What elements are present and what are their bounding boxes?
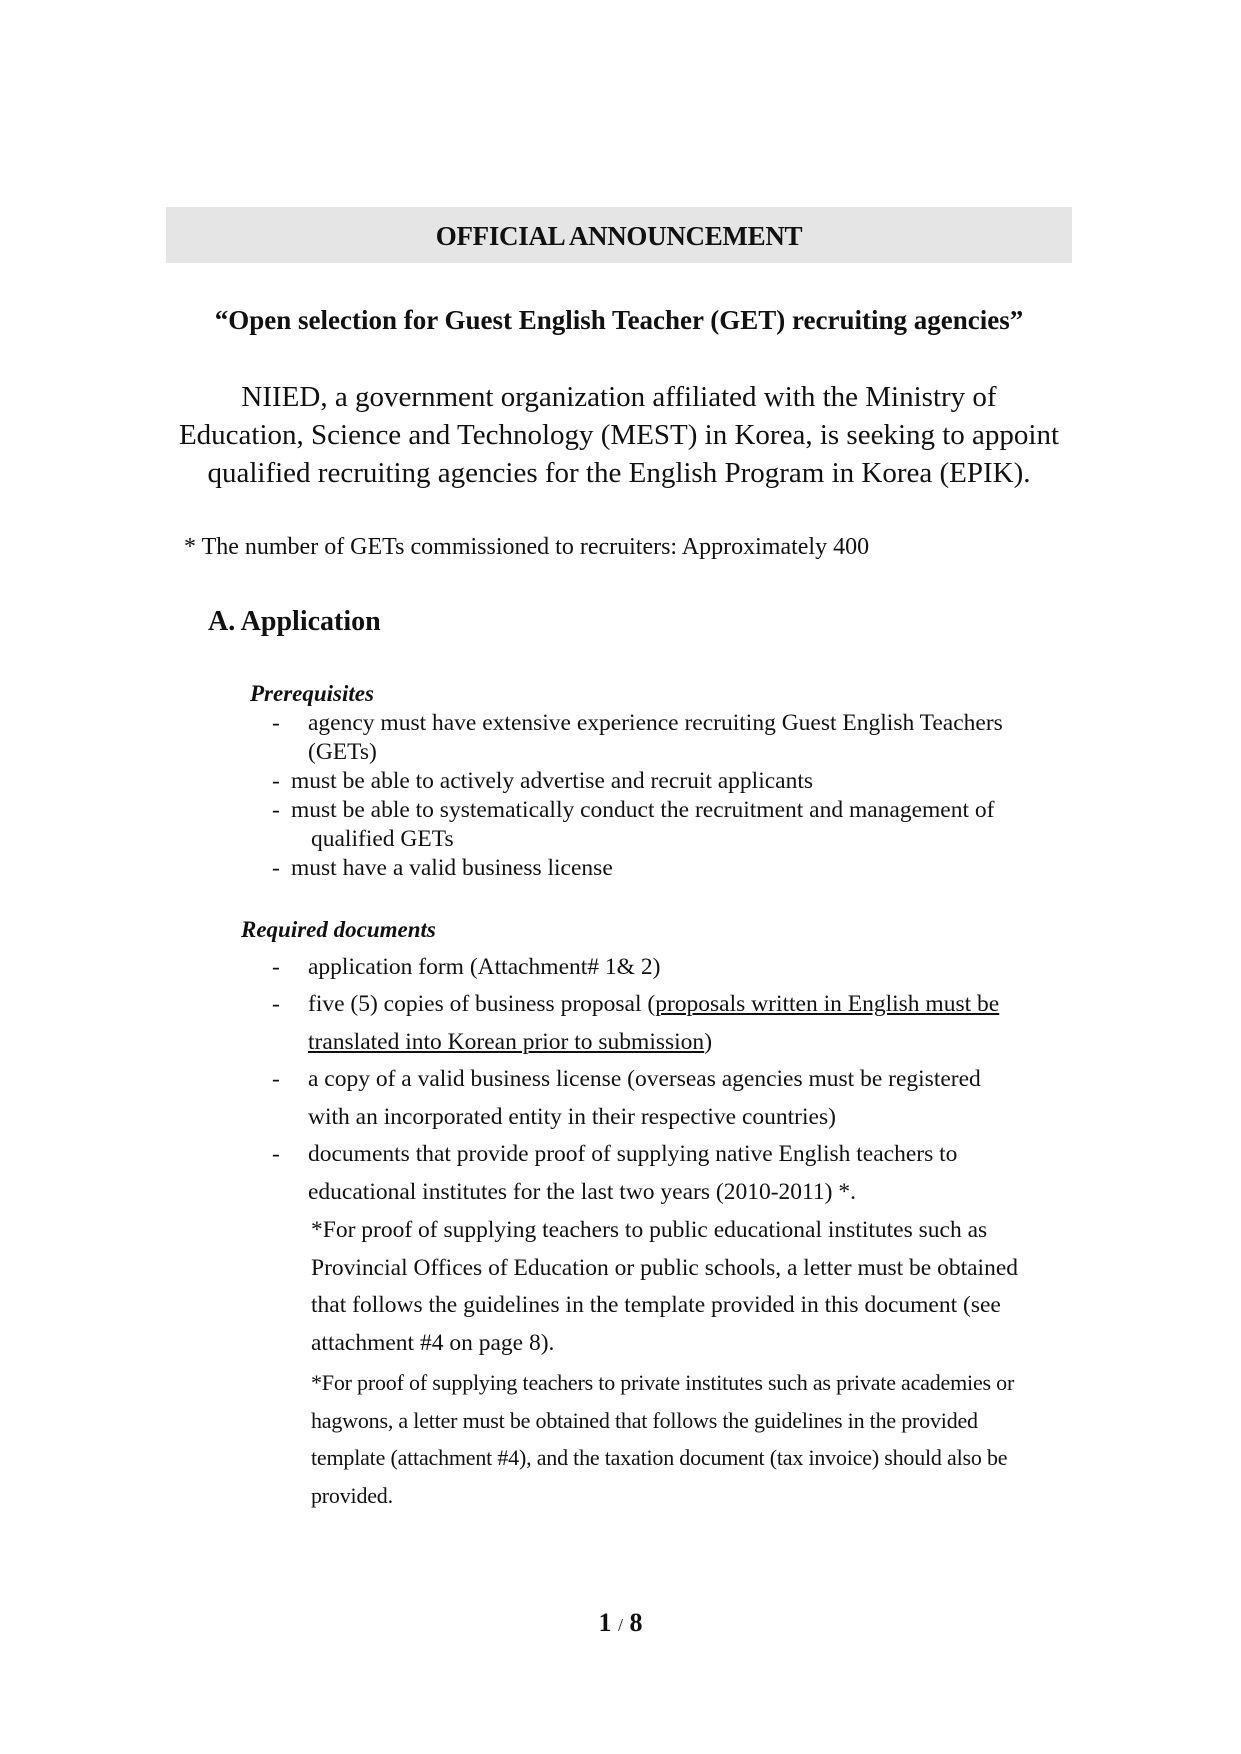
closing-paren: ) — [704, 1029, 713, 1055]
dash-bullet: - — [272, 797, 280, 823]
recruit-count-note: * The number of GETs commissioned to recruiters: Approximately 400 — [184, 534, 870, 560]
list-item-text-continued — [308, 1031, 712, 1055]
announcement-header-bar — [166, 207, 1072, 263]
current-page: 1 — [598, 1608, 612, 1637]
footnote-line: *For proof of supplying teachers to private institutes such as private academies or — [311, 1370, 1015, 1395]
footnote-line: that follows the guidelines in the template provided in this document (see — [311, 1292, 1001, 1318]
document-subtitle: “Open selection for Guest English Teacher (GET) recruiting agencies” — [214, 305, 1024, 335]
footnote-line: hagwons, a letter must be obtained that follows the guidelines in the provided — [311, 1408, 978, 1433]
dash-bullet: - — [272, 954, 280, 980]
total-pages: 8 — [629, 1608, 643, 1637]
page-separator: / — [617, 1615, 623, 1635]
underlined-requirement: proposals written in English must be — [655, 991, 1000, 1017]
page-number — [0, 1610, 1241, 1636]
footnote-line: provided. — [311, 1483, 393, 1508]
section-a-heading: A. Application — [208, 606, 381, 637]
list-item-text: must have a valid business license — [291, 855, 613, 881]
list-item-text-continued: with an incorporated entity in their respective countries) — [308, 1104, 836, 1130]
list-item-text-plain: five (5) copies of business proposal ( — [308, 991, 656, 1017]
list-item-text — [308, 993, 999, 1017]
list-item-text: application form (Attachment# 1& 2) — [308, 954, 661, 980]
footnote-line: template (attachment #4), and the taxation document (tax invoice) should also be — [311, 1445, 1008, 1470]
intro-line-3: qualified recruiting agencies for the English Program in Korea (EPIK). — [207, 457, 1031, 489]
list-item-text: must be able to actively advertise and recruit applicants — [291, 768, 814, 794]
list-item-text-continued: educational institutes for the last two years (2010-2011) *. — [308, 1179, 856, 1205]
dash-bullet: - — [272, 855, 280, 881]
dash-bullet: - — [272, 710, 280, 736]
list-item-text-continued: qualified GETs — [311, 826, 454, 852]
dash-bullet: - — [272, 1141, 280, 1167]
list-item-text: documents that provide proof of supplying native English teachers to — [308, 1141, 958, 1167]
dash-bullet: - — [272, 1066, 280, 1092]
list-item-text: agency must have extensive experience recruiting Guest English Teachers — [308, 710, 1003, 736]
announcement-title: OFFICIAL ANNOUNCEMENT — [435, 221, 803, 251]
list-item-text: a copy of a valid business license (overseas agencies must be registered — [308, 1066, 981, 1092]
footnote-line: attachment #4 on page 8). — [311, 1330, 555, 1356]
list-item-text-continued: (GETs) — [308, 739, 377, 765]
intro-line-2: Education, Science and Technology (MEST) in Korea, is seeking to appoint — [178, 419, 1060, 451]
list-item-text: must be able to systematically conduct the recruitment and management of — [291, 797, 995, 823]
intro-line-1: NIIED, a government organization affiliated with the Ministry of — [241, 381, 997, 413]
prerequisites-heading: Prerequisites — [250, 681, 374, 706]
required-documents-heading: Required documents — [241, 917, 436, 942]
underlined-requirement-continued: translated into Korean prior to submission — [308, 1029, 705, 1055]
footnote-line: *For proof of supplying teachers to public educational institutes such as — [311, 1217, 988, 1243]
dash-bullet: - — [272, 768, 280, 794]
dash-bullet: - — [272, 991, 280, 1017]
footnote-line: Provincial Offices of Education or public schools, a letter must be obtained — [311, 1255, 1018, 1281]
